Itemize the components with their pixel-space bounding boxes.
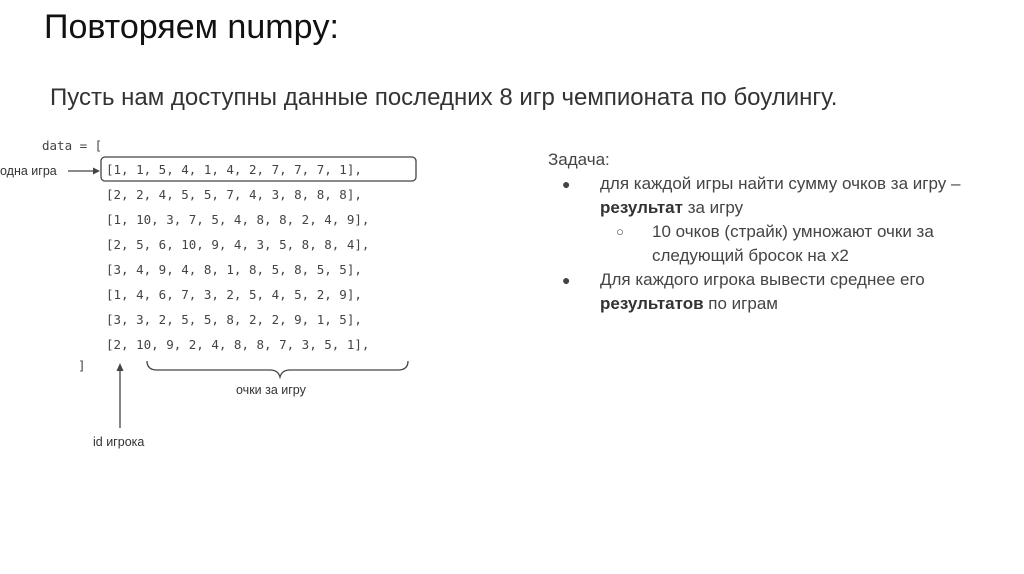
slide-title: Повторяем numpy: xyxy=(44,8,339,46)
one-game-arrow-head xyxy=(93,168,100,175)
hollow-bullet-icon: ○ xyxy=(616,224,624,239)
code-row-6: [1, 4, 6, 7, 3, 2, 5, 4, 5, 2, 9], xyxy=(106,287,362,302)
one-game-highlight-box xyxy=(101,157,416,181)
task-bullet-1-bold: результат xyxy=(600,198,683,217)
task-bullet-2-bold: результатов xyxy=(600,294,704,313)
task-bullet-1-text-pre: для каждой игры найти сумму очков за игру – xyxy=(600,174,961,193)
task-bullet-1 xyxy=(548,172,988,220)
task-bullet-2 xyxy=(548,268,988,316)
code-row-8: [2, 10, 9, 2, 4, 8, 8, 7, 3, 5, 1], xyxy=(106,337,370,352)
code-row-2: [2, 2, 4, 5, 5, 7, 4, 3, 8, 8, 8], xyxy=(106,187,362,202)
code-row-5: [3, 4, 9, 4, 8, 1, 8, 5, 8, 5, 5], xyxy=(106,262,362,277)
task-bullet-2-text-pre: Для каждого игрока вывести среднее его xyxy=(600,270,925,289)
task-title: Задача: xyxy=(548,150,610,169)
code-row-4: [2, 5, 6, 10, 9, 4, 3, 5, 8, 8, 4], xyxy=(106,237,370,252)
points-per-game-brace xyxy=(147,361,408,377)
task-sub-bullet-1-text: 10 очков (страйк) умножают очки за следующий бросок на x2 xyxy=(652,222,934,265)
bullet-dot-icon: ● xyxy=(562,176,571,192)
code-row-7: [3, 3, 2, 5, 5, 8, 2, 2, 9, 1, 5], xyxy=(106,312,362,327)
code-row-1: [1, 1, 5, 4, 1, 4, 2, 7, 7, 7, 1], xyxy=(106,162,362,177)
task-bullet-2-text-post: по играм xyxy=(703,294,778,313)
player-id-arrow-head xyxy=(117,363,124,371)
code-data-close: ] xyxy=(78,358,86,373)
label-player-id: id игрока xyxy=(93,435,145,449)
slide-subtitle: Пусть нам доступны данные последних 8 игр чемпионата по боулингу. xyxy=(50,84,838,111)
bullet-dot-icon: ● xyxy=(562,272,571,288)
task-sub-bullet-1 xyxy=(548,220,988,268)
label-one-game: одна игра xyxy=(0,164,57,178)
code-row-3: [1, 10, 3, 7, 5, 4, 8, 8, 2, 4, 9], xyxy=(106,212,370,227)
code-data-open: data = [ xyxy=(42,138,103,153)
task-block xyxy=(548,150,988,316)
label-points-per-game: очки за игру xyxy=(236,383,306,397)
task-bullet-1-text-post: за игру xyxy=(682,198,744,217)
